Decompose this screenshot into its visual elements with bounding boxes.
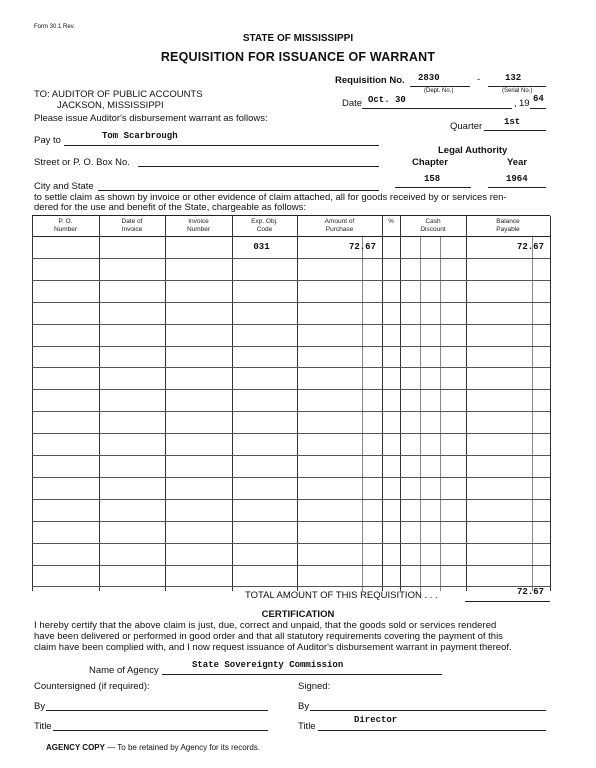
table-row-rule <box>32 433 550 434</box>
addressee-line2: JACKSON, MISSISSIPPI <box>57 100 164 111</box>
date-value[interactable]: Oct. 30 <box>368 95 406 105</box>
pay-to-value[interactable]: Tom Scarbrough <box>102 131 178 141</box>
title-label-left: Title <box>34 721 52 732</box>
table-header-rule <box>32 236 550 237</box>
table-cents-divider <box>440 236 441 591</box>
dept-number[interactable]: 2830 <box>418 73 440 83</box>
title-value-right[interactable]: Director <box>354 715 398 725</box>
table-cents-divider <box>420 236 421 591</box>
table-header-po: P. O. Number <box>53 218 78 233</box>
table-row-rule <box>32 455 550 456</box>
city-state-label: City and State <box>34 181 94 192</box>
table-header-amount: Amount of Purchase <box>324 218 355 233</box>
table-row-rule <box>32 565 550 566</box>
state-heading: STATE OF MISSISSIPPI <box>242 33 354 44</box>
year-prefix: 19 <box>519 98 530 109</box>
table-row-rule <box>32 280 550 281</box>
table-row-rule <box>32 411 550 412</box>
table-cell-code[interactable]: 031 <box>253 242 270 252</box>
total-label: TOTAL AMOUNT OF THIS REQUISITION . . . <box>245 590 438 601</box>
table-column-divider <box>297 216 298 591</box>
quarter-label: Quarter <box>450 121 483 132</box>
claims-table <box>32 215 550 606</box>
table-row-rule <box>32 302 550 303</box>
table-column-divider <box>99 216 100 591</box>
agency-copy-note <box>46 743 260 752</box>
table-column-divider <box>232 216 233 591</box>
year-suffix[interactable]: 64 <box>533 94 544 104</box>
certification-line2: have been delivered or performed in good order and that all statutory requirements covering the payment of this <box>34 631 503 642</box>
agency-value[interactable]: State Sovereignty Commission <box>192 660 344 670</box>
table-row-rule <box>32 258 550 259</box>
requisition-label: Requisition No. <box>335 75 405 86</box>
instruction-text: Please issue Auditor's disbursement warrant as follows: <box>34 113 268 124</box>
certification-line3: claim have been complied with, and I now request issuance of Auditor's disbursement warrant in payment thereof. <box>34 642 512 653</box>
certification-heading: CERTIFICATION <box>261 609 335 620</box>
pay-to-label: Pay to <box>34 135 61 146</box>
table-column-divider <box>550 216 551 591</box>
table-row-rule <box>32 521 550 522</box>
table-row-rule <box>32 367 550 368</box>
table-column-divider <box>400 216 401 591</box>
table-column-divider <box>382 216 383 591</box>
settle-text-line2: dered for the use and benefit of the State, chargeable as follows: <box>34 202 306 213</box>
form-title: REQUISITION FOR ISSUANCE OF WARRANT <box>160 50 436 64</box>
table-row-rule <box>32 477 550 478</box>
table-column-divider <box>32 216 33 591</box>
table-cents-divider <box>362 236 363 591</box>
title-label-right: Title <box>298 721 316 732</box>
table-header-invoice: Invoice Number <box>186 218 211 233</box>
countersigned-label: Countersigned (if required): <box>34 681 150 692</box>
table-header-balance: Balance Payable <box>496 218 520 233</box>
legal-authority-heading: Legal Authority <box>438 145 508 156</box>
agency-copy-text: — To be retained by Agency for its records. <box>104 743 261 752</box>
table-row-rule <box>32 346 550 347</box>
year-value[interactable]: 1964 <box>506 174 528 184</box>
table-header-pct: % <box>388 218 394 225</box>
table-column-divider <box>165 216 166 591</box>
year-label: Year <box>507 157 528 168</box>
table-row-rule <box>32 499 550 500</box>
table-header-date: Date of Invoice <box>121 218 143 233</box>
date-label: Date <box>342 98 363 109</box>
table-header-discount: Cash Discount <box>420 218 446 233</box>
chapter-label: Chapter <box>412 157 448 168</box>
table-column-divider <box>466 216 467 591</box>
table-cell-balance[interactable]: 72.67 <box>516 242 544 252</box>
chapter-value[interactable]: 158 <box>424 174 441 184</box>
dept-number-caption: (Dept. No.) <box>424 88 454 94</box>
settle-text-line1: to settle claim as shown by invoice or other evidence of claim attached, all for goods received by or services ren- <box>34 192 507 203</box>
by-label-right: By <box>298 701 310 712</box>
signed-label: Signed: <box>298 681 331 692</box>
street-label: Street or P. O. Box No. <box>34 157 130 168</box>
by-label-left: By <box>34 701 46 712</box>
serial-number-caption: (Serial No.) <box>502 88 533 94</box>
table-row-rule <box>32 389 550 390</box>
agency-label: Name of Agency <box>89 665 159 676</box>
table-row-rule <box>32 324 550 325</box>
table-cell-amount[interactable]: 72.67 <box>348 242 376 252</box>
serial-number[interactable]: 132 <box>505 73 522 83</box>
certification-line1: I hereby certify that the above claim is just, due, correct and unpaid, that the goods sold or services rendered <box>34 620 497 631</box>
table-row-rule <box>32 543 550 544</box>
addressee-line1: TO: AUDITOR OF PUBLIC ACCOUNTS <box>34 89 203 100</box>
table-cents-divider <box>532 236 533 591</box>
table-row-rule <box>32 586 550 587</box>
quarter-value[interactable]: 1st <box>504 117 521 127</box>
total-value[interactable]: 72.67 <box>517 587 545 597</box>
agency-copy-label: AGENCY COPY <box>46 743 105 752</box>
form-number: Form 30.1 Rev. <box>34 24 75 30</box>
table-header-code: Exp. Obj. Code <box>251 218 278 233</box>
